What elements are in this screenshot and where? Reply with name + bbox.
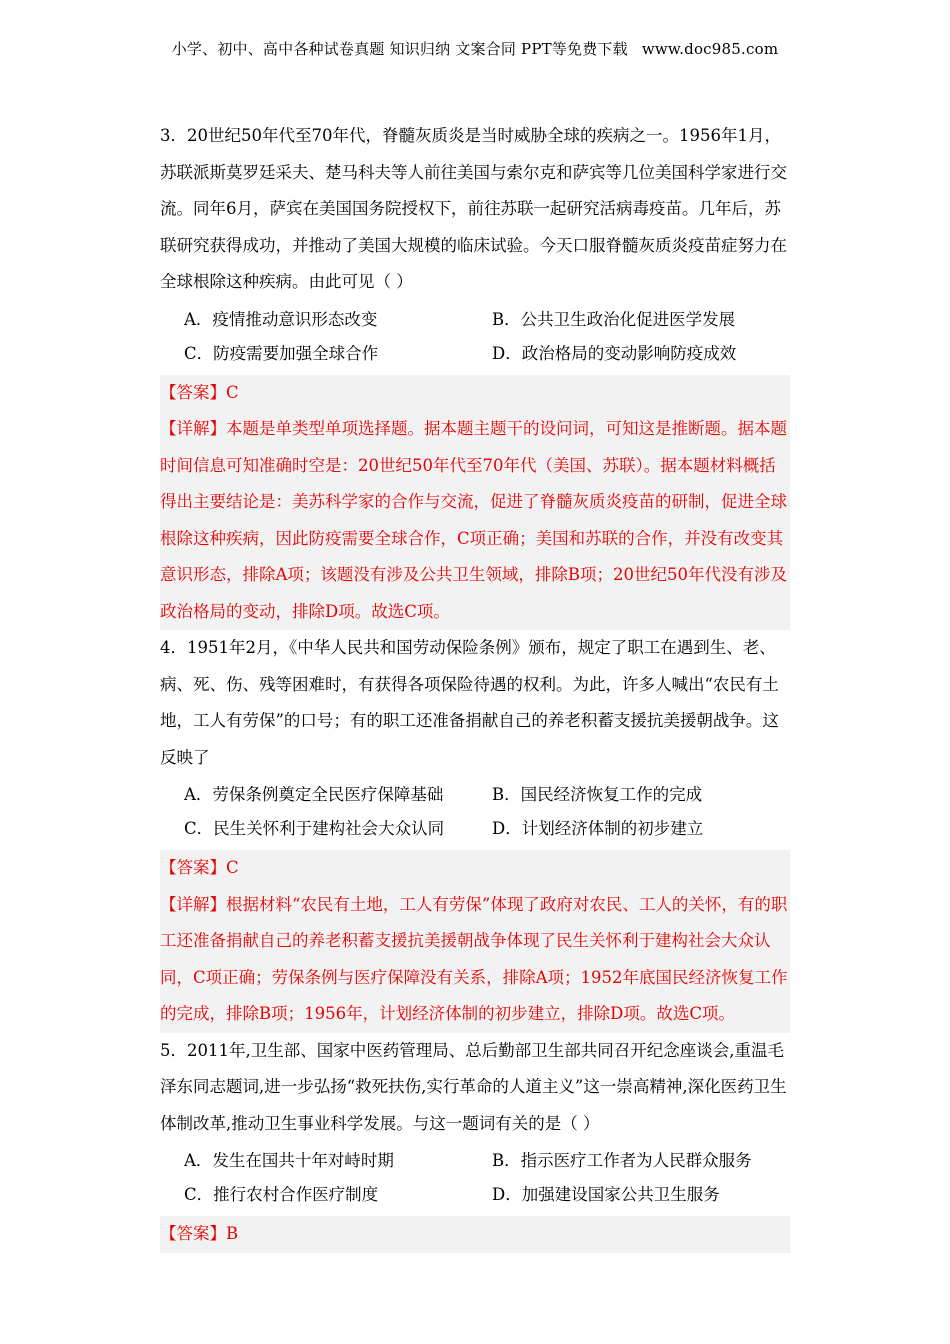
answer-line: 【答案】C [160,382,239,402]
option-d: D．政治格局的变动影响防疫成效 [492,343,737,363]
option-c: C．民生关怀利于建构社会大众认同 [184,819,445,838]
answer-box [160,1216,790,1253]
option-b: B．公共卫生政治化促进医学发展 [492,309,736,329]
question-stem: 5．2011年,卫生部、国家中医药管理局、总后勤部卫生部共同召开纪念座谈会,重温毛泽东同志题词,进一步弘扬“救死扶伤,实行革命的人道主义”这一崇高精神,深化医药卫生体制改革,推动卫生事业科学发展。与这一题词有关的是（ ） [160,1040,787,1133]
question-5 [160,1033,790,1253]
question-stem: 4．1951年2月，《中华人民共和国劳动保险条例》颁布，规定了职工在遇到生、老、病、死、伤、残等困难时，有获得各项保险待遇的权利。为此，许多人喊出“农民有土地，工人有劳保”的口号；有的职工还准备捐献自己的养老积蓄支援抗美援朝战争。这反映了 [160,638,779,767]
option-a: A．发生在国共十年对峙时期 [184,1151,394,1170]
explanation: 【详解】本题是单类型单项选择题。据本题主题干的设问词，可知这是推断题。据本题时间信息可知准确时空是：20世纪50年代至70年代（美国、苏联）。据本题材料概括得出主要结论是：美苏科学家的合作与交流，促进了脊髓灰质炎疫苗的研制，促进全球根除这种疾病，因此防疫需要全球合作，C项正确；美国和苏联的合作，并没有改变其意识形态，排除A项；该题没有涉及公共卫生领域，排除B项；20世纪50年代没有涉及政治格局的变动，排除D项。故选C项。 [160,419,788,621]
answer-line: 【答案】B [160,1224,239,1243]
page-header [0,38,950,59]
options-grid [160,778,790,846]
option-b: B．指示医疗工作者为人民群众服务 [492,1151,752,1170]
answer-line: 【答案】C [160,858,239,877]
option-a: A．劳保条例奠定全民医疗保障基础 [184,785,444,804]
option-d: D．加强建设国家公共卫生服务 [492,1185,720,1204]
option-a: A．疫情推动意识形态改变 [184,309,378,329]
question-4 [160,630,790,1033]
question-stem: 3．20世纪50年代至70年代，脊髓灰质炎是当时威胁全球的疾病之一。1956年1月，苏联派斯莫罗廷采夫、楚马科夫等人前往美国与索尔克和萨宾等几位美国科学家进行交流。同年6月，萨宾在美国国务院授权下，前往苏联一起研究活病毒疫苗。几年后，苏联研究获得成功，并推动了美国大规模的临床试验。今天口服脊髓灰质炎疫苗症努力在全球根除这种疾病。由此可见（ ） [160,126,787,291]
question-3 [160,118,790,630]
option-c: C．推行农村合作医疗制度 [184,1185,379,1204]
header-text: 小学、初中、高中各种试卷真题 知识归纳 文案合同 PPT等免费下载 [171,40,628,58]
option-b: B．国民经济恢复工作的完成 [492,785,703,804]
questions-container [160,118,790,1253]
explanation: 【详解】根据材料“农民有土地，工人有劳保”体现了政府对农民、工人的关怀，有的职工还准备捐献自己的养老积蓄支援抗美援朝战争体现了民生关怀利于建构社会大众认同，C项正确；劳保条例与医疗保障没有关系，排除A项；1952年底国民经济恢复工作的完成，排除B项；1956年，计划经济体制的初步建立，排除D项。故选C项。 [160,894,788,1023]
answer-box [160,375,790,631]
option-c: C．防疫需要加强全球合作 [184,343,379,363]
options-grid [160,303,790,371]
answer-box [160,850,790,1033]
header-url[interactable]: www.doc985.com [641,40,779,58]
options-grid [160,1144,790,1212]
option-d: D．计划经济体制的初步建立 [492,819,704,838]
